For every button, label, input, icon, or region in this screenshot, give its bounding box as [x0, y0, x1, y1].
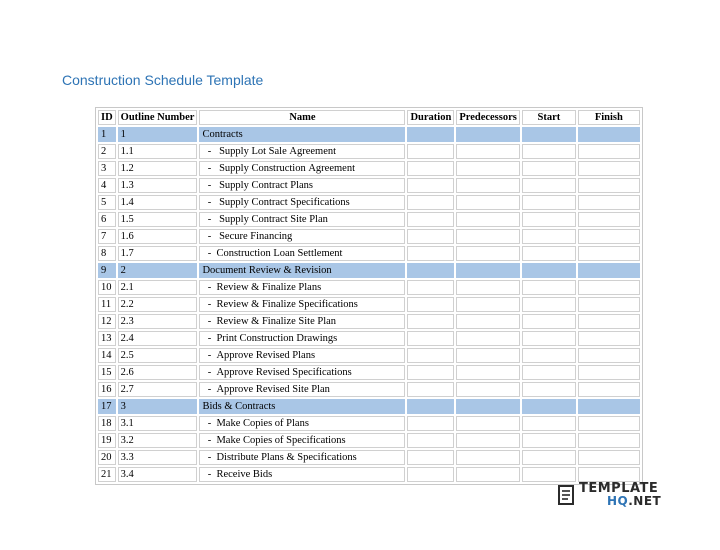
cell-duration	[407, 365, 454, 380]
cell-predecessors	[456, 280, 520, 295]
cell-predecessors	[456, 144, 520, 159]
cell-finish	[578, 229, 640, 244]
task-row	[98, 178, 640, 193]
cell-outline-number: 1.1	[118, 144, 198, 159]
cell-finish	[578, 365, 640, 380]
cell-duration	[407, 280, 454, 295]
cell-name: Contracts	[199, 127, 405, 142]
cell-outline-number: 2.7	[118, 382, 198, 397]
cell-name: Document Review & Revision	[199, 263, 405, 278]
document-icon	[558, 485, 576, 505]
cell-duration	[407, 399, 454, 414]
cell-outline-number: 2.3	[118, 314, 198, 329]
schedule-table	[95, 107, 643, 485]
cell-finish	[578, 161, 640, 176]
cell-name: - Print Construction Drawings	[199, 331, 405, 346]
cell-finish	[578, 144, 640, 159]
cell-outline-number: 1.7	[118, 246, 198, 261]
cell-predecessors	[456, 195, 520, 210]
cell-outline-number: 3.4	[118, 467, 198, 482]
cell-start	[522, 229, 576, 244]
cell-outline-number: 1.6	[118, 229, 198, 244]
cell-finish	[578, 467, 640, 482]
cell-predecessors	[456, 229, 520, 244]
cell-predecessors	[456, 246, 520, 261]
cell-outline-number: 2.6	[118, 365, 198, 380]
logo-line-1: TEMPLATE	[579, 481, 659, 496]
cell-outline-number: 1.5	[118, 212, 198, 227]
cell-start	[522, 263, 576, 278]
cell-id: 1	[98, 127, 116, 142]
cell-outline-number: 2	[118, 263, 198, 278]
cell-id: 15	[98, 365, 116, 380]
group-row	[98, 127, 640, 142]
document-title: Construction Schedule Template	[62, 72, 264, 88]
cell-start	[522, 399, 576, 414]
cell-finish	[578, 195, 640, 210]
cell-predecessors	[456, 348, 520, 363]
cell-id: 9	[98, 263, 116, 278]
cell-id: 19	[98, 433, 116, 448]
cell-id: 12	[98, 314, 116, 329]
cell-finish	[578, 331, 640, 346]
cell-finish	[578, 433, 640, 448]
cell-id: 8	[98, 246, 116, 261]
task-row	[98, 314, 640, 329]
cell-name: - Supply Contract Specifications	[199, 195, 405, 210]
header-outline-number: Outline Number	[118, 110, 198, 125]
task-row	[98, 365, 640, 380]
task-row	[98, 450, 640, 465]
cell-duration	[407, 416, 454, 431]
cell-name: - Approve Revised Site Plan	[199, 382, 405, 397]
cell-outline-number: 1.2	[118, 161, 198, 176]
cell-predecessors	[456, 212, 520, 227]
cell-id: 5	[98, 195, 116, 210]
cell-finish	[578, 127, 640, 142]
cell-id: 13	[98, 331, 116, 346]
cell-start	[522, 212, 576, 227]
cell-id: 6	[98, 212, 116, 227]
task-row	[98, 195, 640, 210]
cell-start	[522, 450, 576, 465]
cell-name: - Approve Revised Plans	[199, 348, 405, 363]
header-name: Name	[199, 110, 405, 125]
cell-duration	[407, 331, 454, 346]
cell-start	[522, 314, 576, 329]
task-row	[98, 331, 640, 346]
cell-start	[522, 331, 576, 346]
cell-start	[522, 127, 576, 142]
header-start: Start	[522, 110, 576, 125]
cell-outline-number: 1	[118, 127, 198, 142]
cell-name: - Supply Construction Agreement	[199, 161, 405, 176]
cell-duration	[407, 144, 454, 159]
cell-finish	[578, 212, 640, 227]
cell-finish	[578, 382, 640, 397]
group-row	[98, 263, 640, 278]
cell-predecessors	[456, 178, 520, 193]
logo-hq: HQ	[607, 494, 629, 508]
cell-predecessors	[456, 331, 520, 346]
cell-name: - Construction Loan Settlement	[199, 246, 405, 261]
cell-outline-number: 2.4	[118, 331, 198, 346]
cell-start	[522, 433, 576, 448]
cell-start	[522, 195, 576, 210]
cell-duration	[407, 263, 454, 278]
cell-duration	[407, 178, 454, 193]
cell-start	[522, 382, 576, 397]
task-row	[98, 212, 640, 227]
cell-duration	[407, 229, 454, 244]
header-predecessors: Predecessors	[456, 110, 520, 125]
cell-outline-number: 2.2	[118, 297, 198, 312]
cell-name: - Supply Lot Sale Agreement	[199, 144, 405, 159]
cell-predecessors	[456, 382, 520, 397]
task-row	[98, 144, 640, 159]
cell-predecessors	[456, 263, 520, 278]
cell-duration	[407, 212, 454, 227]
cell-duration	[407, 467, 454, 482]
cell-predecessors	[456, 433, 520, 448]
cell-duration	[407, 450, 454, 465]
cell-start	[522, 178, 576, 193]
cell-name: - Review & Finalize Plans	[199, 280, 405, 295]
cell-outline-number: 2.5	[118, 348, 198, 363]
cell-start	[522, 161, 576, 176]
cell-id: 7	[98, 229, 116, 244]
cell-predecessors	[456, 314, 520, 329]
cell-name: - Supply Contract Plans	[199, 178, 405, 193]
cell-start	[522, 144, 576, 159]
cell-finish	[578, 314, 640, 329]
task-row	[98, 229, 640, 244]
cell-start	[522, 348, 576, 363]
cell-finish	[578, 348, 640, 363]
cell-outline-number: 1.4	[118, 195, 198, 210]
cell-finish	[578, 280, 640, 295]
cell-start	[522, 365, 576, 380]
header-finish: Finish	[578, 110, 640, 125]
cell-finish	[578, 246, 640, 261]
cell-predecessors	[456, 416, 520, 431]
task-row	[98, 467, 640, 482]
cell-duration	[407, 433, 454, 448]
header-id: ID	[98, 110, 116, 125]
cell-id: 10	[98, 280, 116, 295]
cell-id: 17	[98, 399, 116, 414]
cell-duration	[407, 314, 454, 329]
group-row	[98, 399, 640, 414]
cell-name: - Supply Contract Site Plan	[199, 212, 405, 227]
cell-outline-number: 3.2	[118, 433, 198, 448]
task-row	[98, 348, 640, 363]
logo-net: .NET	[628, 494, 662, 508]
cell-start	[522, 297, 576, 312]
cell-start	[522, 467, 576, 482]
cell-duration	[407, 161, 454, 176]
cell-finish	[578, 450, 640, 465]
cell-name: Bids & Contracts	[199, 399, 405, 414]
cell-predecessors	[456, 450, 520, 465]
cell-outline-number: 3	[118, 399, 198, 414]
cell-predecessors	[456, 297, 520, 312]
cell-finish	[578, 178, 640, 193]
cell-id: 2	[98, 144, 116, 159]
cell-name: - Make Copies of Plans	[199, 416, 405, 431]
cell-name: - Review & Finalize Site Plan	[199, 314, 405, 329]
cell-outline-number: 3.1	[118, 416, 198, 431]
cell-outline-number: 3.3	[118, 450, 198, 465]
cell-name: - Review & Finalize Specifications	[199, 297, 405, 312]
task-row	[98, 161, 640, 176]
cell-duration	[407, 382, 454, 397]
cell-id: 18	[98, 416, 116, 431]
cell-id: 21	[98, 467, 116, 482]
cell-start	[522, 280, 576, 295]
cell-name: - Make Copies of Specifications	[199, 433, 405, 448]
cell-name: - Distribute Plans & Specifications	[199, 450, 405, 465]
cell-start	[522, 416, 576, 431]
cell-name: - Approve Revised Specifications	[199, 365, 405, 380]
cell-name: - Receive Bids	[199, 467, 405, 482]
cell-predecessors	[456, 467, 520, 482]
task-row	[98, 246, 640, 261]
cell-id: 11	[98, 297, 116, 312]
templatehq-logo	[558, 483, 661, 507]
cell-duration	[407, 246, 454, 261]
cell-outline-number: 1.3	[118, 178, 198, 193]
cell-predecessors	[456, 399, 520, 414]
cell-predecessors	[456, 365, 520, 380]
cell-outline-number: 2.1	[118, 280, 198, 295]
header-row	[98, 110, 640, 125]
task-row	[98, 433, 640, 448]
cell-start	[522, 246, 576, 261]
cell-duration	[407, 195, 454, 210]
task-row	[98, 280, 640, 295]
cell-name: - Secure Financing	[199, 229, 405, 244]
task-row	[98, 297, 640, 312]
cell-id: 20	[98, 450, 116, 465]
cell-predecessors	[456, 161, 520, 176]
cell-finish	[578, 263, 640, 278]
cell-duration	[407, 348, 454, 363]
cell-id: 3	[98, 161, 116, 176]
cell-duration	[407, 127, 454, 142]
cell-predecessors	[456, 127, 520, 142]
cell-finish	[578, 297, 640, 312]
cell-finish	[578, 399, 640, 414]
header-duration: Duration	[407, 110, 454, 125]
cell-id: 14	[98, 348, 116, 363]
task-row	[98, 416, 640, 431]
cell-id: 4	[98, 178, 116, 193]
logo-line-2	[579, 495, 661, 507]
cell-id: 16	[98, 382, 116, 397]
cell-finish	[578, 416, 640, 431]
cell-duration	[407, 297, 454, 312]
task-row	[98, 382, 640, 397]
